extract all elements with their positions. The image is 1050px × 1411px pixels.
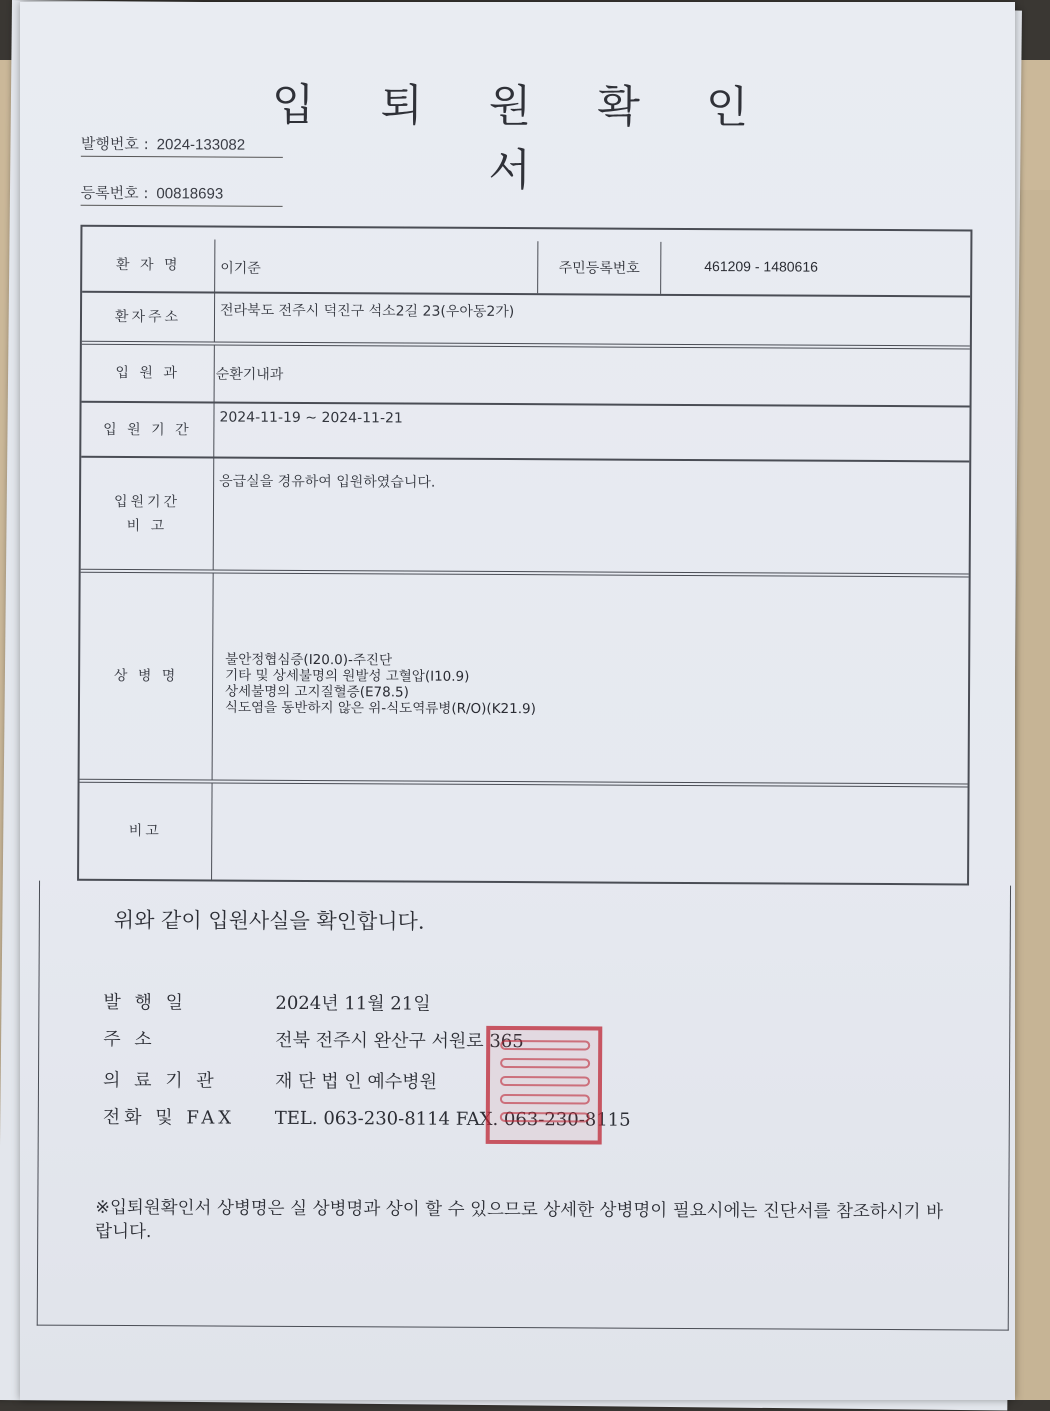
admission-period-label: 입 원 기 간 <box>81 403 214 457</box>
department: 순환기내과 <box>215 366 284 383</box>
period-note-label: 입원기간 비 고 <box>81 458 215 570</box>
diagnosis-label: 상 병 명 <box>80 573 214 780</box>
diagnosis-list <box>225 652 536 718</box>
department-label: 입 원 과 <box>82 345 215 402</box>
info-table <box>77 225 972 886</box>
issue-date-label: 발 행 일 <box>103 991 188 1014</box>
resident-id: 461209 - 1480616 <box>704 258 818 275</box>
confirmation-statement: 위와 같이 입원사실을 확인합니다. <box>113 907 425 934</box>
patient-address: 전라북도 전주시 덕진구 석소2길 23(우아동2가) <box>219 302 515 321</box>
phone-label: 전화 및 FAX <box>102 1106 236 1129</box>
issue-number: 발행번호 : 2024-133082 <box>81 133 283 158</box>
institution-address-label: 주 소 <box>103 1028 156 1051</box>
registration-number: 등록번호 : 00818693 <box>81 182 283 207</box>
row-period-note <box>81 458 970 578</box>
official-seal-stamp <box>486 1026 603 1145</box>
period-note: 응급실을 경유하여 입원하였습니다. <box>219 473 436 491</box>
institution-name: 재 단 법 인 예수병원 <box>274 1070 438 1093</box>
phone-fax: TEL. 063-230-8114 FAX. 063-230-8115 <box>274 1107 631 1131</box>
issue-date-row <box>103 988 430 1016</box>
institution-address: 전북 전주시 완산구 서원로 365 <box>275 1029 524 1053</box>
row-admission-period <box>81 403 969 463</box>
institution-label: 의 료 기 관 <box>102 1069 218 1092</box>
row-patient-name <box>82 239 970 298</box>
diagnosis-item: 상세불명의 고지질혈증(E78.5) <box>224 683 409 701</box>
row-diagnosis <box>80 573 969 788</box>
document-title: 입 퇴 원 확 인 서 <box>271 79 775 197</box>
institution-row <box>103 1066 437 1094</box>
resident-id-label: 주민등록번호 <box>537 241 661 294</box>
patient-name: 이기준 <box>220 260 261 277</box>
footer-note: ※입퇴원확인서 상병명은 실 상병명과 상이 할 수 있으므로 상세한 상병명이 필요시에는 진단서를 참조하시기 바랍니다. <box>95 1197 944 1243</box>
address-row <box>103 1025 524 1053</box>
row-remarks <box>79 783 967 884</box>
row-address <box>82 293 970 350</box>
patient-name-label: 환 자 명 <box>82 239 215 292</box>
row-department <box>82 345 970 408</box>
issue-date: 2024년 11월 21일 <box>275 992 431 1015</box>
diagnosis-item: 식도염을 동반하지 않은 위-식도역류병(R/O)(K21.9) <box>224 699 536 718</box>
address-label: 환자주소 <box>82 293 215 342</box>
diagnosis-item: 불안정협심증(I20.0)-주진단 <box>225 651 393 669</box>
remarks-label: 비고 <box>79 783 213 880</box>
diagnosis-item: 기타 및 상세불명의 원발성 고혈압(I10.9) <box>225 667 470 685</box>
admission-period: 2024-11-19 ~ 2024-11-21 <box>219 409 403 427</box>
